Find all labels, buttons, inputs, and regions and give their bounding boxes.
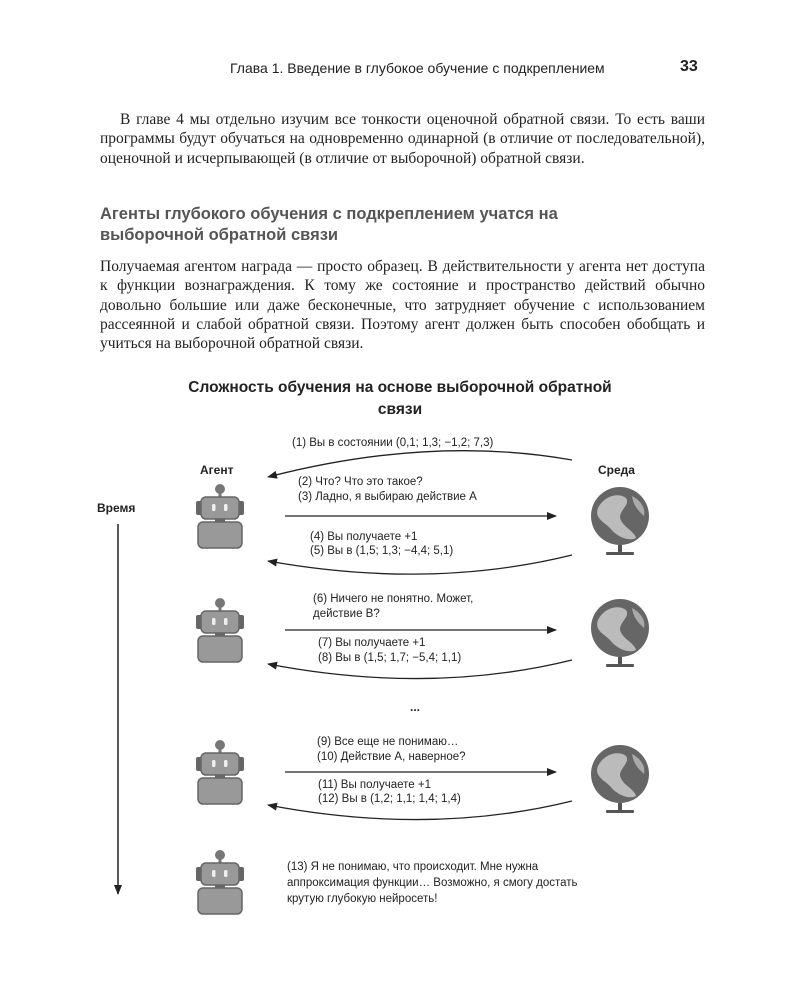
message-3: (3) Ладно, я выбираю действие А xyxy=(298,491,477,503)
figure-title: Сложность обучения на основе выборочной обратной связи xyxy=(188,379,612,418)
paragraph-intro: В главе 4 мы отдельно изучим все тонкости оценочной обратной связи. То есть ваши программы будут обучаться на одновременно одинарной (в отличие от последовательной), оценочной и исчерпывающей (в отличие от выборочной) обратной связи. xyxy=(100,111,705,167)
time-label: Время xyxy=(97,501,136,515)
agent-label: Агент xyxy=(200,463,234,477)
robot-icon xyxy=(196,598,244,662)
message-13-cont: аппроксимация функции… Возможно, я смогу достать xyxy=(287,877,578,889)
globe-icon xyxy=(591,487,649,555)
running-header: Глава 1. Введение в глубокое обучение с подкреплением xyxy=(230,60,605,76)
message-6-cont: действие В? xyxy=(313,608,380,620)
message-13: (13) Я не понимаю, что происходит. Мне нужна xyxy=(287,861,539,873)
message-11: (11) Вы получаете +1 xyxy=(318,779,431,791)
message-4: (4) Вы получаете +1 xyxy=(310,531,418,543)
robot-icon xyxy=(196,740,244,804)
page-number: 33 xyxy=(680,58,698,75)
globe-icon xyxy=(591,745,649,813)
section-heading: Агенты глубокого обучения с подкреплением учатся на выборочной обратной связи xyxy=(100,205,558,244)
message-5: (5) Вы в (1,5; 1,3; −4,4; 5,1) xyxy=(310,545,454,557)
message-10: (10) Действие А, наверное? xyxy=(317,751,466,763)
robot-icon xyxy=(196,850,244,914)
robot-icon xyxy=(196,484,244,548)
paragraph-sampled-feedback: Получаемая агентом награда — просто образец. В действительности у агента нет доступа к функции вознаграждения. К тому же состояние и пространство действий обычно довольно большие или даже бесконечные, что затрудняет обучение с использованием рассеянной и слабой обратной связи. Поэтому агент должен быть способен обобщать и учиться на выборочной обратной связи. xyxy=(100,258,705,353)
message-12: (12) Вы в (1,2; 1,1; 1,4; 1,4) xyxy=(318,793,461,805)
globe-icon xyxy=(591,599,649,667)
environment-label: Среда xyxy=(598,463,635,477)
message-9: (9) Все еще не понимаю… xyxy=(317,736,459,748)
message-2: (2) Что? Что это такое? xyxy=(298,476,423,488)
ellipsis: ... xyxy=(410,700,421,714)
message-6: (6) Ничего не понятно. Может, xyxy=(313,593,474,605)
message-7: (7) Вы получаете +1 xyxy=(318,637,426,649)
message-1: (1) Вы в состоянии (0,1; 1,3; −1,2; 7,3) xyxy=(292,437,494,449)
message-8: (8) Вы в (1,5; 1,7; −5,4; 1,1) xyxy=(318,652,462,664)
arrow-env-to-agent xyxy=(268,451,572,477)
message-13-end: крутую глубокую нейросеть! xyxy=(287,893,438,905)
